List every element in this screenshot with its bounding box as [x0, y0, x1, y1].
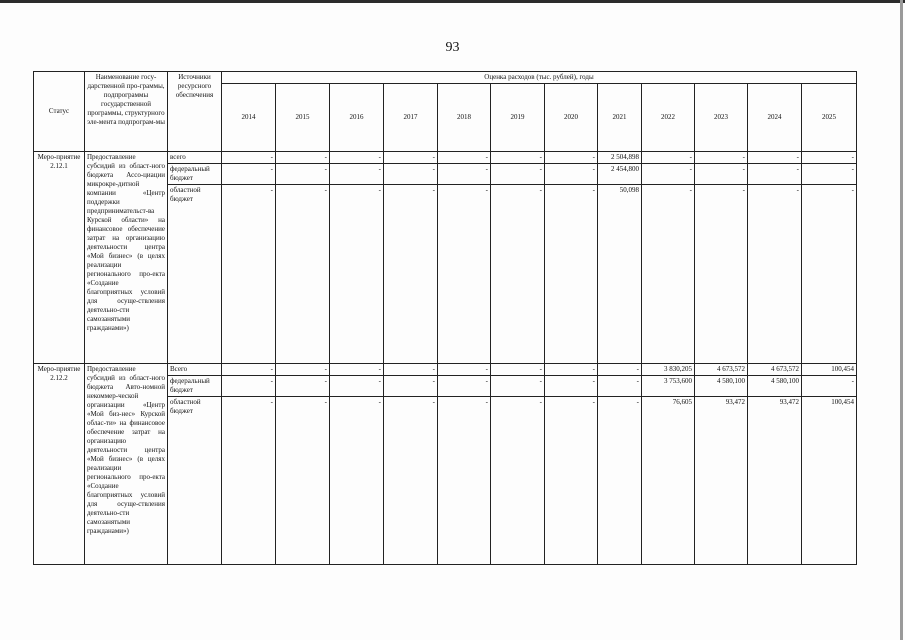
amount-cell: - — [222, 152, 276, 164]
amount-cell: - — [222, 185, 276, 364]
amount-cell: - — [598, 364, 642, 376]
amount-cell: - — [222, 364, 276, 376]
amount-cell: - — [802, 164, 857, 185]
amount-cell: - — [276, 164, 330, 185]
header-year: 2025 — [802, 84, 857, 152]
activity-name: Предоставление субсидий из област-ного бюджета Авто-номной некоммер-ческой организации «Центр «Мой биз-нес» Курской облас-ти» на финансовое обеспечение затрат на организацию деятельности центра «Мой бизнес» (в целях реализации регионального про-екта «Создание благоприятных условий для осуще-ствления деятельно-сти самозанятыми гражданами») — [85, 364, 168, 565]
header-year: 2014 — [222, 84, 276, 152]
amount-cell: - — [330, 152, 384, 164]
amount-cell: - — [330, 376, 384, 397]
table-row — [34, 152, 857, 164]
amount-cell: - — [491, 376, 545, 397]
amount-cell: - — [222, 164, 276, 185]
amount-cell: - — [222, 397, 276, 565]
table-row — [34, 364, 857, 376]
amount-cell: - — [802, 376, 857, 397]
amount-cell: - — [491, 152, 545, 164]
amount-cell: - — [438, 397, 491, 565]
amount-cell: - — [545, 364, 598, 376]
amount-cell: - — [438, 376, 491, 397]
amount-cell: - — [598, 397, 642, 565]
amount-cell: 2 504,898 — [598, 152, 642, 164]
amount-cell: - — [642, 152, 695, 164]
amount-cell: - — [384, 364, 438, 376]
header-sources: Источники ресурсного обеспечения — [168, 72, 222, 152]
amount-cell: - — [384, 164, 438, 185]
amount-cell: - — [802, 185, 857, 364]
header-year: 2018 — [438, 84, 491, 152]
header-year: 2024 — [748, 84, 802, 152]
header-year: 2021 — [598, 84, 642, 152]
amount-cell: - — [330, 185, 384, 364]
amount-cell: - — [491, 164, 545, 185]
amount-cell: - — [276, 152, 330, 164]
amount-cell: - — [545, 152, 598, 164]
header-year: 2016 — [330, 84, 384, 152]
activity-status: Меро-приятие 2.12.2 — [34, 364, 85, 565]
amount-cell: 4 673,572 — [695, 364, 748, 376]
amount-cell: - — [545, 376, 598, 397]
funding-source: областной бюджет — [168, 185, 222, 364]
amount-cell: - — [748, 185, 802, 364]
amount-cell: 3 753,600 — [642, 376, 695, 397]
amount-cell: - — [330, 164, 384, 185]
page-number: 93 — [445, 40, 460, 55]
funding-source: всего — [168, 152, 222, 164]
amount-cell: - — [384, 397, 438, 565]
amount-cell: 4 580,100 — [748, 376, 802, 397]
amount-cell: - — [545, 185, 598, 364]
amount-cell: - — [642, 164, 695, 185]
amount-cell: - — [276, 364, 330, 376]
amount-cell: 4 580,100 — [695, 376, 748, 397]
amount-cell: - — [491, 185, 545, 364]
amount-cell: - — [276, 376, 330, 397]
amount-cell: - — [642, 185, 695, 364]
activity-name: Предоставление субсидий из област-ного бюджета Ассо-циации микрокре-дитной компании «Центр поддержки предпринимательст-ва Курской области» на финансовое обеспечение затрат на организацию деятельности центра «Мой бизнес» (в целях реализации регионального про-екта «Создание благоприятных условий для осуще-ствления деятельно-сти самозанятыми гражданами») — [85, 152, 168, 364]
funding-source: федеральный бюджет — [168, 164, 222, 185]
funding-source: федеральный бюджет — [168, 376, 222, 397]
amount-cell: - — [330, 364, 384, 376]
amount-cell: - — [695, 185, 748, 364]
amount-cell: - — [545, 397, 598, 565]
header-year: 2019 — [491, 84, 545, 152]
header-name: Наименование госу-дарственной про-граммы, подпрограммы государственной программы, структурного эле-мента подпрограм-мы — [85, 72, 168, 152]
activity-status: Меро-приятие 2.12.1 — [34, 152, 85, 364]
header-estimate: Оценка расходов (тыс. рублей), годы — [222, 72, 857, 84]
right-border — [900, 0, 903, 640]
amount-cell: - — [748, 152, 802, 164]
amount-cell: - — [598, 376, 642, 397]
funding-source: областной бюджет — [168, 397, 222, 565]
amount-cell: - — [491, 397, 545, 565]
amount-cell: 76,605 — [642, 397, 695, 565]
header-year: 2020 — [545, 84, 598, 152]
amount-cell: - — [802, 152, 857, 164]
header-year: 2017 — [384, 84, 438, 152]
funding-source: Всего — [168, 364, 222, 376]
header-year: 2023 — [695, 84, 748, 152]
amount-cell: - — [545, 164, 598, 185]
amount-cell: - — [438, 152, 491, 164]
amount-cell: - — [384, 152, 438, 164]
amount-cell: - — [438, 364, 491, 376]
amount-cell: 3 830,205 — [642, 364, 695, 376]
amount-cell: - — [276, 397, 330, 565]
amount-cell: - — [491, 364, 545, 376]
amount-cell: - — [438, 185, 491, 364]
amount-cell: - — [384, 376, 438, 397]
amount-cell: - — [695, 152, 748, 164]
amount-cell: - — [695, 164, 748, 185]
header-year: 2022 — [642, 84, 695, 152]
amount-cell: 93,472 — [695, 397, 748, 565]
amount-cell: 100,454 — [802, 364, 857, 376]
amount-cell: - — [330, 397, 384, 565]
amount-cell: 100,454 — [802, 397, 857, 565]
header-status: Статус — [34, 72, 85, 152]
amount-cell: 50,098 — [598, 185, 642, 364]
amount-cell: - — [276, 185, 330, 364]
amount-cell: - — [384, 185, 438, 364]
amount-cell: - — [222, 376, 276, 397]
top-border — [0, 0, 905, 3]
header-year: 2015 — [276, 84, 330, 152]
amount-cell: 93,472 — [748, 397, 802, 565]
amount-cell: 4 673,572 — [748, 364, 802, 376]
amount-cell: - — [748, 164, 802, 185]
amount-cell: - — [438, 164, 491, 185]
amount-cell: 2 454,800 — [598, 164, 642, 185]
resource-table — [33, 71, 857, 565]
